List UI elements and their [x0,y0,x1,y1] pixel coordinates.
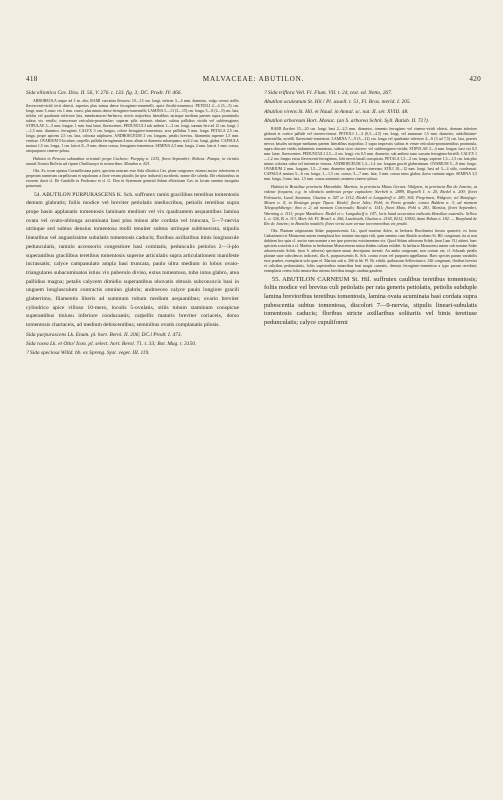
left-column [26,90,239,750]
page-header [26,75,481,87]
page-number-right: 420 [469,75,481,83]
habitat-paragraph: Habitat in Peruvia subandina orientali prope Cuchero: Poeppig n. 1235, floret Septembri; Bolivia: Pampa; in viciniis mundi Sorata Bolivia ad ripam Challuanyu in nemoribus: Mandon n. 821. [26,156,239,167]
synonym-line: Abutilon aculeatum St. Hil.! Pl. usuell. t. 51, Fl. Bras. merid. I. 205. [264,99,411,106]
species-54-heading: 54. ABUTILON PURPURASCENS K. Sch. suffrutex ramis gracilibus teretibus tomentosis demum glabratis; foliis modice vel breviter petiolatis mediocribus, petiolis teretibus supra prope basin applanatis tomentosis laminam medium vel vix quadrantem aequantibus lamina ovata vel ovato-oblonga acuminata basi plus minus alte cordata vel truncata, 5—7-nervia utrinque sed subtus densius tomentosa molli tenuiter subtus utrinque subbiserrata, stipulis linearibus vel angustissime subulatis tomentosis caducis; floribus axillaribus binis longiuscule pedunculatis, ramulo accessorio congestiore basi comitatis, pedunculis petiolos 2—3-plo superantibus gracilibus teretibus tomentosis superne articulatis supra articulationem manifeste incrassatis; calyce campanulato ampla basi truncata, paulo ultra medium in lobos ovato-triangulares subacuminatos istius vix puberulo diviso, extus tomentoso, tubo intus glabro, area pallidius magna; petalis calycem dimidio superantibus obovatis obtusis subconcavis basi in unguem longiusculum contractis omnino glabris; androeceo calyce paulo longiore gracili glaberrimo, filamentis liberis ad summum tubum medium aequantibus; ovario breviter cylindrico apice villoso 10-mero, loculis 5-ovulatis, stilis tubum staminum conspicue superantibus tiniusu inferiore conducantis; carpellis maturis breviter coriaceis, dorso tomentosis chartaceis, ad medium dehiscentibus; seminibus ovatis complanatis pilosis. [26,191,239,329]
synonym-line: Sida rosea Lk. et Otto! Icon. pl. select. hort. Berol. 71. t. 33; Bot. Mag. t. 3150. [26,341,197,348]
habitat-paragraph: Habitat in Brasiliae provincia Maranhão: Martius; in provincia Minas Geraes: Widgren; in provincia Rio de Janeiro, ut videtur frequens, e.g. in silvaticis umbrosis prope capitalem: Sterbeli n. 2889, Regnelli I. n. 20, Riedel n. 200; floret Februario, Lund, Staunton, Glaziou n. 547 et 1312, Riedel et Langsdorff n. 289, 304, Pregrimen, Widgren; vel Botofogo: Mosen n. 4; in Restinga prope Tijuca: Riedel, floret Julio; Pohl; in Pavia grande: comes Baldem n. 3; ad montem Telegraphiberge; ibra n. 2; ad montem Corcovado; Riedel n. 1141; floret Maio, Pohl n. 281, Martius, floret Septembri, Warming n. 1111; prope Mandioca: Riedel et e. Langsdorff n. 147; locis haud accuratius indicatis Brasiliae australis: Sellow L. n. 326, B. n. 113, Mart. hb. Fl. Brasil. n. 266, Luschnath, Glaziou n. 2165, 8212, 10002, dumi Rohan n. 182. — Bonpland de Rio de Janeiro; in Brasilia notabili; floret verisi cum vernae incrementibus vix prodit. [264,184,477,227]
description-paragraph: ARBOREOLA usque ad 3 m. alta; RAMI curvatim flexuoso 10—15 cm. longi, inferne 3—4 mm. diametro, vulgo cernui stellis flavescenti-viridi tecti obtecti, superius plus minus dense ferrugineo-tomentelli, apice flexibi-tomentosi. PETIOLI 2—4 (3—5) cm. longi, nunc 3, nunc vix 1 mm. crassi, plus minus dense ferrugineo-tomentelli; LAMINA 5—13 (3—15) cm. longa, 5—8 (2—9) cm. lata, triloba vel quadrante inferiore lata, membranaceo-herbacea, nervis majoribus lateralibus utrinque medium partem supra prominulis subtus vix vetulis; transversae reticulato-prominulae; superne pilis minimis obsitae, subtus pallidius viridis vel subferruginea; STIPULAE 3—5 mm. longae, 1 mm. basi latae, flavescentes. PEDUNCULI sub anthesi 1—2 cm. longi, sursum fere ad 12 cm. longi, 1—1,5 mm. diametro, ferruginei. CALYX 3 cm. longus, colore ferrugineo-tomentoso; arca pallidius 5 mm. longa. PETALA 2,5 cm. longa, prope apicem 2,5 cm. lata, colorata sulphurea. ANDROECEUM 2 cm. longum, petalis brevius, filamentis superne 1,5 mm. vestitae. OVARIUM 5-loculare, carpellis pallidis ferrugineum 4 mm. altum et diametro subaequans; styli 2 cm. longi, glabri. CAPSULA matura 1,5 cm. longa, 1 cm. lata et 8—9 mm. dense crassa, ferrugineo-tomentosa. SEMINA 2,5 mm. longa, 2 mm. lata et 1 mm. crassa, atropurpurea cinereo-pilosa. [26,99,239,153]
synonym-line: Abutilon arboreum Hort. Monac. (an S. arborea Schrk. Syll. Ratisb. II. 72?). [264,117,430,124]
observation-paragraph: Obs. Ex icone optima Cavanillesiana patet, speciem nostram esse Sida elliottica Cav. plane congruere; etiamsi auctor inferiorem ei perperam numerum carpellorum et sepalorum a flore verum pluralis (in ipse indicavit) ascriberit, nonne ille scheda. Ille relationibus in errorem duxit cl. De Candolle in Prodromo et cl. G. Don in Systemate generali Sidam elliotticam Cav. in locum omnino incognita posuerunt. [26,168,239,188]
synonym-line: ? Sida speciosa Willd. hb. ex Spreng. Syst. veget. III. 119. [26,350,150,357]
running-title: MALVACEAE: ABUTILON. [202,75,305,83]
page-number-left: 418 [26,75,38,83]
synonym-sida-elliottica: Sida elliottica Cav. Diss. II. 56, V. 276. t. 133. fig. 3; DC. Prodr. IV. 466. [26,90,182,96]
synonym-line: ? Sida triflora Vell. Fl. Flum. VII. t. 24, text. ed. Netto, 267. [264,90,393,96]
description-paragraph: RAMI floriferi 15—20 cm. longi, basi 2—2,5 mm. diametro, tomento ferrugineo vel cinereo-viridi obtecti, demum inferiore glabrati et cortice pallide vel cinereo-rimosi. PETIOLI 1—3 (0,5—4,5) cm. longi, vel summum 1,5 mm. diametro, subtillissime-tomentellis, novelli flavescenti-tomentosi; LAMINA 7—9 (3—12) cm. longa vel quadrante inferiore 4—6 (3 ad 7,5) cm. lata, praeter nervos basales utrinque medianm partem lateralibus majoribus 3 supra impressis subtus et venae reticulato-prominentibus prominula, supra obscure viridis indumento tomentoso, subtus sicco cinereo- vel subferrugineo-viridis; STIPULAE 3—4 mm. longae, basi vix 0,5 mm. latae, flavescentes. PEDUNCULI 2,5—4 cm. longi, vix 0,5 mm. diametro, sub anthesi nunc sursum ferrugineo-hirtelli. CALYX 1—1,2 cm. longus extus flavescenti-ferrugineus, lobi nervis basali conspicuis. PETALA 1,5—2 cm. longa, superne 1,3—1,5 cm. lata plus minus colorata rubra vel intermixe venosa. ANDROECEUM 1,3—1,4 cm. longum gracili glaberrimum. OVARIUM 5—8 mm. longo. OVARIUM 2 mm. longum, 1,5—2 mm. diametro apice lanato-cinereum; STILI 10—12 mm. longi, basi ad 3—4 stilo, condensati. CAPSULA matura 5—6 cm. longa, 1—1,5 cm. crasso, 5—7 mm. lata; 3 mm. crassa intus glabra, dorso carinata nigra. SEMINA 3,5 mm. longa, 3 mm. lata, 1,5 mm. crassa autumnis castanea cinereo-pilosa. [264,127,477,182]
right-column [264,90,477,750]
synonym-line: Abutilon virens St. Hil. et Naud. in Annal. sc. nat. II. sér. XVIII. 48. [264,108,409,115]
species-55-heading: 55. ABUTILON CARNEUM St. Hil. suffrutex caulibus teretibus tomentosis; foliis modice vel brevius culi petiolatis per rata generis petiolatis, petiolis subduple lamina brevioribus teretibus tomentosis, lamina ovata acuminata basi cordata supra pubescentia subtus tomentosa, discolori 7—9-nervia, stipulis lineari-subulatis tomentosis caducis; floribus stricte axillaribus solitariis vel binis teretiuse pedunculatis; calyce cupuliformi [264,275,477,327]
observation-paragraph: Obs. Plantam originariam Sidae purpurascentis Lk., quod maxime doleo, in herbario Berolinensi frustra quaesivi; ex horto Catharinensi et Monacensi autem exemplaria hoc nomine inscripta vidi, quae omnino cum Abutilo aculeato St. Hil. congruunt, ita ut non dubitem hoc quin cl. auctor eam nomine a me ipse praeviso existimentem vix. Quod Sidam arboream Schrk. (non Lam. II.) attinet, haec speciem a notitiis a cl. Martius in herbarium Monacensem missa ibidem cultam exhibet. In herbario Monacensi autem sub nomine Sidae arborescentis Schrk. (non S. arborea) specimen unum descriptum invenit. An ambo congruunt, non certum est; cl. Schrank petalis plantae suae ochroleucis indicavit, illa A. purpurascentis K. Sch. contra rosea vel purpurea appellantur. Haec species parum variabilis esse praebet, exemplaria sola quae el. Martius sub n. 266 in hb. Fl. Br. edidit, quibuscum Sellowiana n. 326 congruunt, floribus brevius et calicibus pedunculatis, foliis superioribus minoribus basi magis cuneatis, densius ferrugineo-tomentosa a typo parum recedunt; exemplaria cetera folia tenuioribus nitenss brevibus imagis caudata gaudent. [264,228,477,273]
synonym-line: Sida purpurascens Lk. Enum. pl. hort. Berol. II. 206; DC.l Prodr. I. 473. [26,331,182,338]
